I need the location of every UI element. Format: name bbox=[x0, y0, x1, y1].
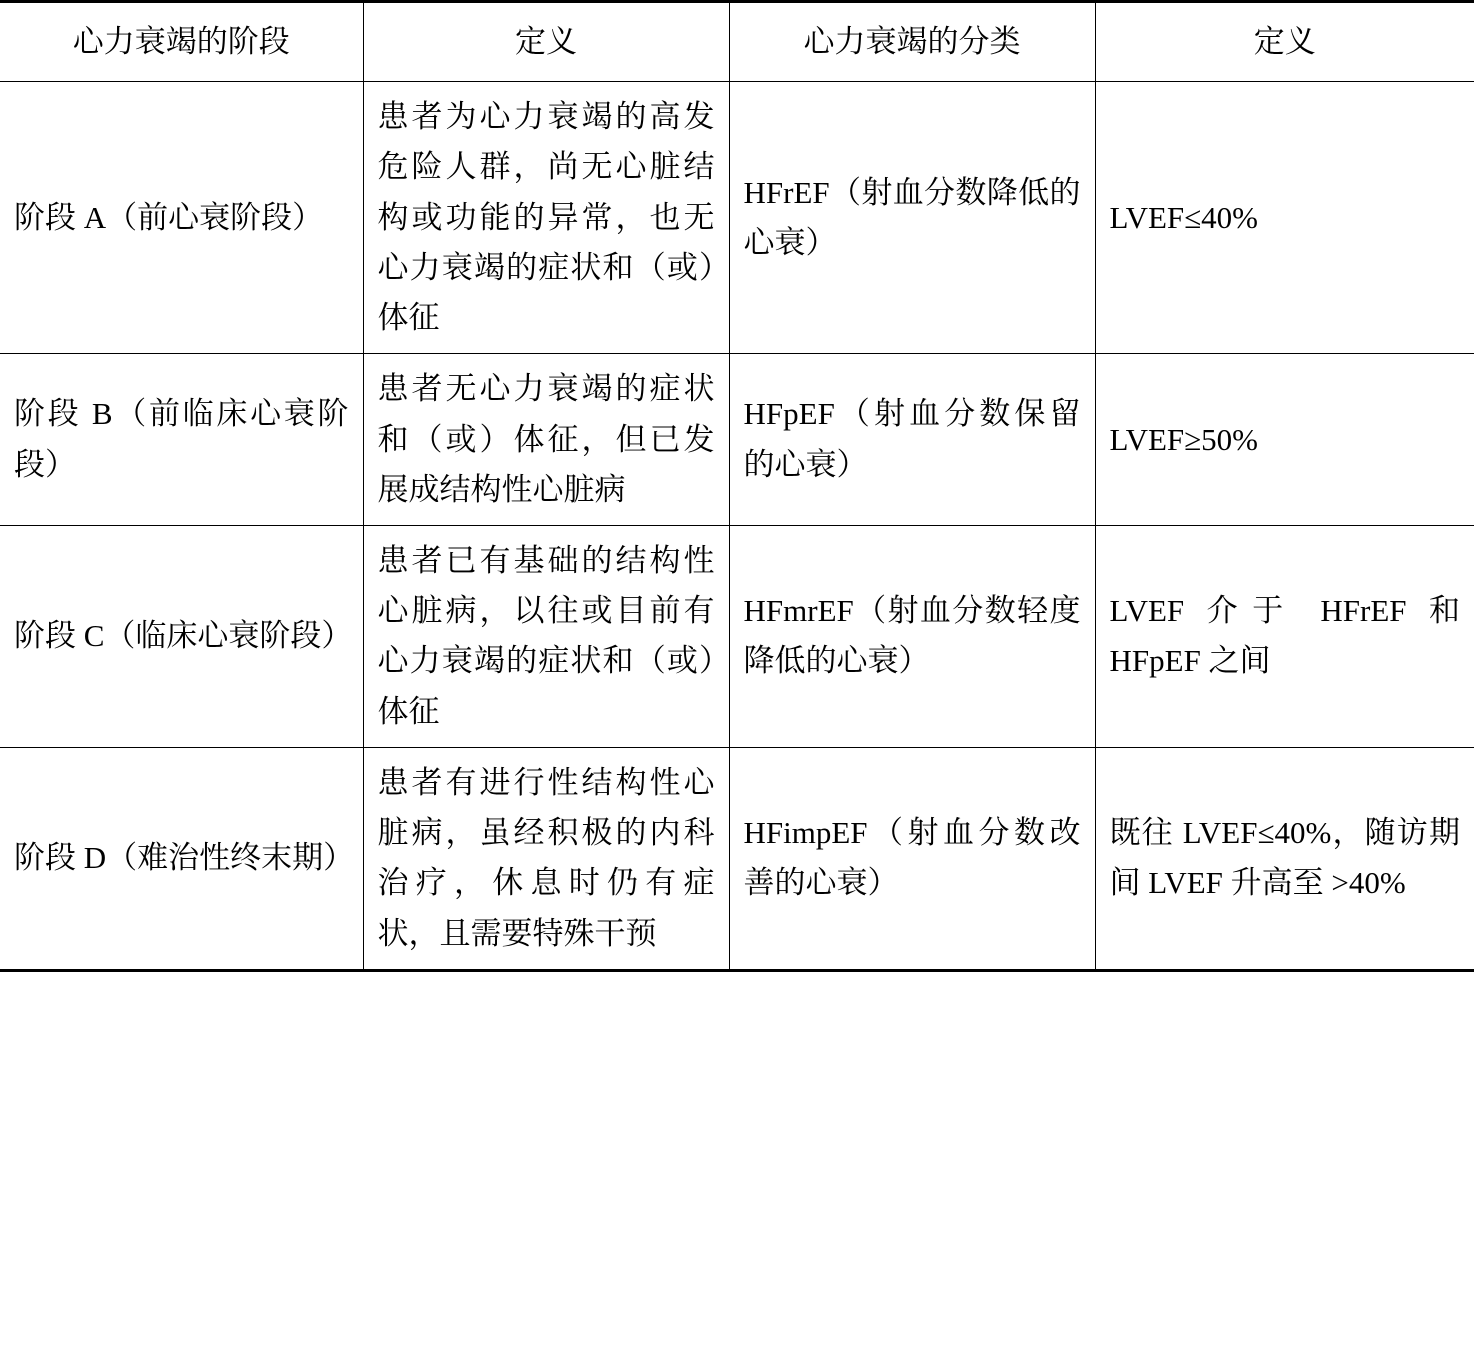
cell-stage-definition: 患者有进行性结构性心脏病，虽经积极的内科治疗，休息时仍有症状，且需要特殊干预 bbox=[363, 747, 729, 970]
cell-classification-definition: LVEF 介于 HFrEF 和 HFpEF 之间 bbox=[1095, 525, 1474, 747]
table-row bbox=[0, 354, 1474, 526]
table-header-row bbox=[0, 2, 1474, 82]
cell-stage: 阶段 A（前心衰阶段） bbox=[0, 82, 363, 354]
cell-classification-definition: LVEF≥50% bbox=[1095, 354, 1474, 526]
cell-stage: 阶段 B（前临床心衰阶段） bbox=[0, 354, 363, 526]
cell-classification: HFpEF（射血分数保留的心衰） bbox=[729, 354, 1095, 526]
column-header-classification: 心力衰竭的分类 bbox=[729, 2, 1095, 82]
cell-classification: HFmrEF（射血分数轻度降低的心衰） bbox=[729, 525, 1095, 747]
table-row bbox=[0, 82, 1474, 354]
cell-classification-definition: 既往 LVEF≤40%，随访期间 LVEF 升高至 >40% bbox=[1095, 747, 1474, 970]
cell-classification: HFimpEF（射血分数改善的心衰） bbox=[729, 747, 1095, 970]
cell-stage-definition: 患者已有基础的结构性心脏病，以往或目前有心力衰竭的症状和（或）体征 bbox=[363, 525, 729, 747]
column-header-classification-definition: 定义 bbox=[1095, 2, 1474, 82]
cell-stage: 阶段 D（难治性终末期） bbox=[0, 747, 363, 970]
cell-stage-definition: 患者无心力衰竭的症状和（或）体征，但已发展成结构性心脏病 bbox=[363, 354, 729, 526]
cell-stage-definition: 患者为心力衰竭的高发危险人群，尚无心脏结构或功能的异常，也无心力衰竭的症状和（或）体征 bbox=[363, 82, 729, 354]
cell-stage: 阶段 C（临床心衰阶段） bbox=[0, 525, 363, 747]
cell-classification-definition: LVEF≤40% bbox=[1095, 82, 1474, 354]
cell-classification: HFrEF（射血分数降低的心衰） bbox=[729, 82, 1095, 354]
table-row bbox=[0, 747, 1474, 970]
column-header-stage-definition: 定义 bbox=[363, 2, 729, 82]
table-row bbox=[0, 525, 1474, 747]
column-header-stage: 心力衰竭的阶段 bbox=[0, 2, 363, 82]
